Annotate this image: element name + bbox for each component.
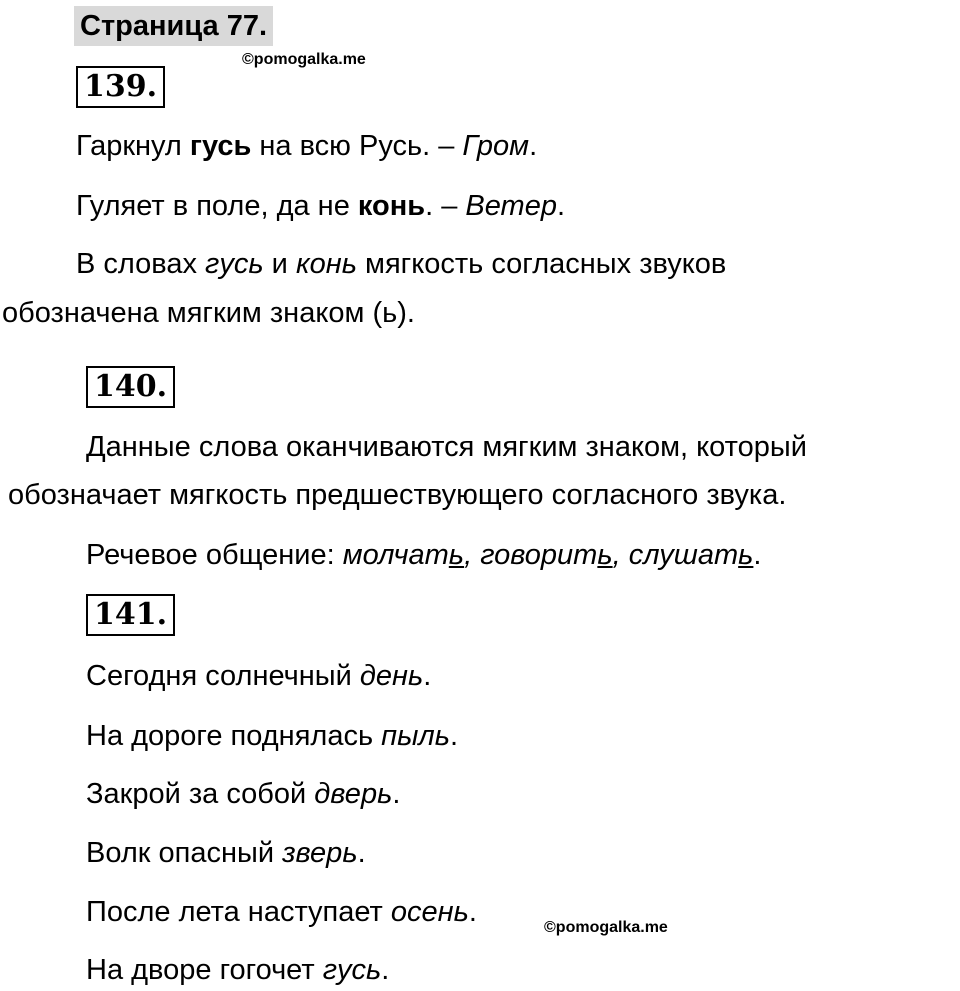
task-number-140: 140. — [86, 366, 175, 408]
text: Речевое общение: — [86, 539, 343, 571]
task-140-line-3 — [86, 535, 761, 575]
task-141-line-3 — [86, 774, 400, 814]
italic-word: конь — [295, 248, 357, 280]
task-141-line-5 — [86, 892, 477, 932]
text: . — [357, 837, 366, 869]
text: В словах — [76, 248, 206, 280]
text: и — [263, 248, 296, 280]
word-stem: молчат — [342, 539, 449, 571]
task-number-label: 140 — [94, 369, 157, 404]
separator: , — [464, 539, 481, 571]
word-stem: говорит — [480, 539, 598, 571]
italic-word: зверь — [282, 837, 358, 869]
task-141-line-4 — [86, 833, 366, 873]
text: . — [529, 130, 538, 162]
italic-word: гусь — [322, 954, 382, 986]
bold-word: конь — [357, 190, 426, 222]
task-139-line-2 — [76, 186, 565, 226]
underlined-soft-sign: ь — [738, 539, 754, 571]
italic-word: пыль — [381, 720, 451, 752]
text: . — [556, 190, 566, 222]
italic-word: гусь — [205, 248, 264, 280]
text: Гаркнул — [76, 130, 190, 162]
text: . – — [425, 190, 466, 222]
text: . — [468, 896, 477, 928]
page-title: Страница 77. — [74, 6, 273, 46]
task-140-line-2: обозначает мягкость предшествующего согласного звука. — [8, 479, 787, 511]
text: на всю Русь. – — [251, 130, 463, 162]
bold-word: гусь — [189, 130, 252, 162]
word-stem: слушат — [628, 539, 739, 571]
task-number-139: 139. — [76, 66, 165, 108]
task-number-label: 141 — [94, 597, 157, 632]
text: После лета наступает — [86, 896, 391, 928]
separator: , — [612, 539, 629, 571]
italic-word: Ветер — [465, 190, 557, 222]
task-139-line-3 — [76, 244, 726, 284]
task-139-line-1 — [76, 126, 537, 166]
text: . — [450, 720, 459, 752]
text: Закрой за собой — [86, 778, 315, 810]
italic-word: день — [359, 660, 424, 692]
text: На дворе гогочет — [86, 954, 323, 986]
italic-word: Гром — [462, 130, 530, 162]
task-141-line-6 — [86, 950, 389, 990]
text: . — [753, 539, 762, 571]
text: Сегодня солнечный — [86, 660, 360, 692]
text: . — [381, 954, 390, 986]
text: . — [423, 660, 432, 692]
watermark: ©pomogalka.me — [544, 919, 668, 936]
task-141-line-2 — [86, 716, 458, 756]
task-139-line-4: обозначена мягким знаком (ь). — [2, 297, 415, 329]
task-number-label: 139 — [84, 69, 147, 104]
task-140-line-1: Данные слова оканчиваются мягким знаком, который — [86, 431, 807, 463]
task-141-line-1 — [86, 656, 431, 696]
underlined-soft-sign: ь — [448, 539, 465, 571]
text: На дороге поднялась — [86, 720, 382, 752]
text: мягкость согласных звуков — [356, 248, 727, 280]
text: Гуляет в поле, да не — [76, 190, 358, 222]
text: . — [392, 778, 401, 810]
italic-word: дверь — [314, 778, 393, 810]
task-number-141: 141. — [86, 594, 175, 636]
watermark: ©pomogalka.me — [242, 51, 366, 68]
italic-word: осень — [390, 896, 469, 928]
verb-molchat — [343, 539, 754, 571]
text: Волк опасный — [86, 837, 283, 869]
underlined-soft-sign: ь — [597, 539, 613, 571]
